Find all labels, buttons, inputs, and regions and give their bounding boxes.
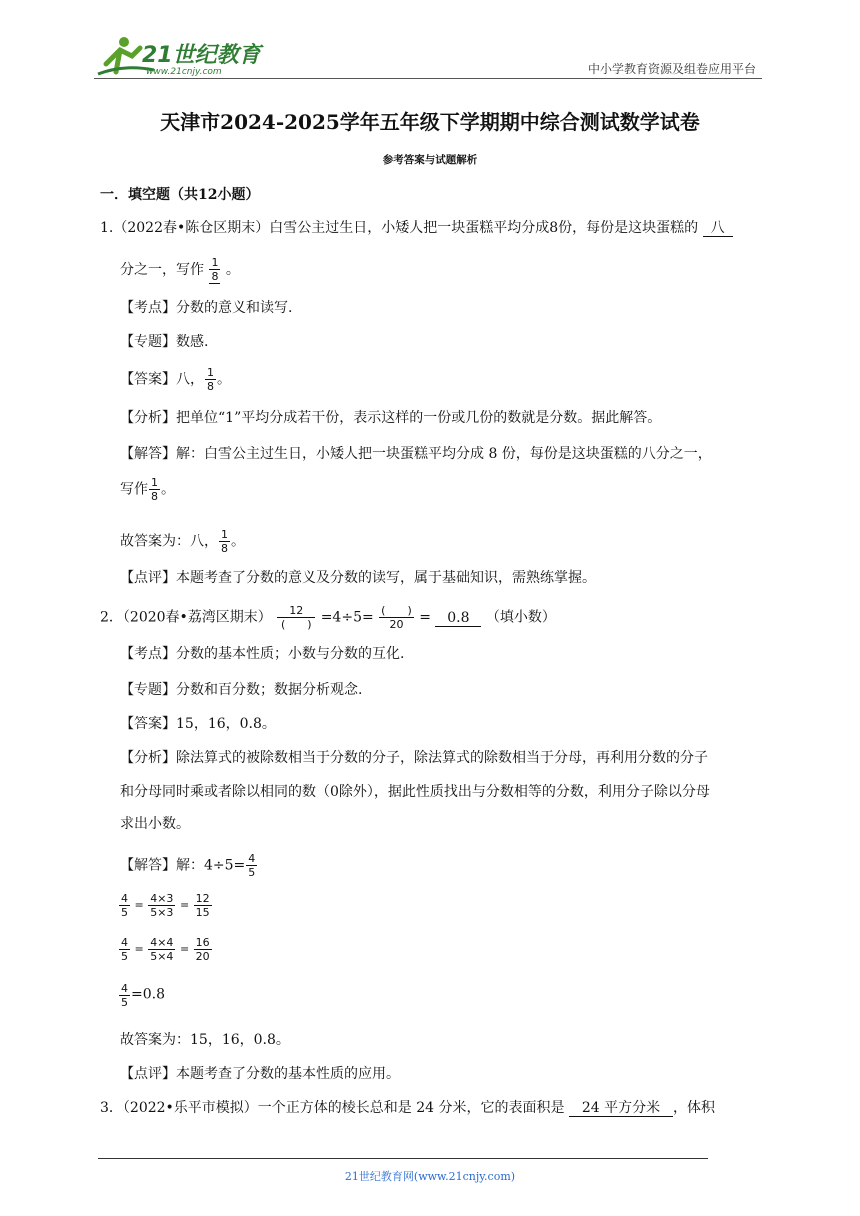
site-logo [94,34,264,80]
q2-fenxi-1: 【分析】除法算式的被除数相当于分数的分子，除法算式的除数相当于分母，再利用分数的分子 [120,750,708,766]
q2-daan: 【答案】15，16，0.8。 [120,716,276,732]
q2-kaodian: 【考点】分数的基本性质；小数与分数的互化. [120,646,405,662]
q1-xiezuo: 写作 $\frac{1}{8}$ 。 [120,476,175,503]
q2-jieda: 【解答】解：4÷5= $\frac{4}{5}$ [120,852,256,879]
q1-guda: 故答案为：八， $\frac{1}{8}$ 。 [120,528,245,555]
svg-text:www.21cnjy.com: www.21cnjy.com [146,67,222,77]
q2-stem: 2．（2020春•荔湾区期末） $\frac{12}{( )}$ =4÷5= $\frac{( )}{20}$ = 0.8 （填小数） [100,604,556,631]
q1-kaodian: 【考点】分数的意义和读写. [120,300,293,316]
q1-stem-line2: 分之一，写作 $\frac{1}{8}$ 。 [120,256,240,283]
section-heading: 一．填空题（共12小题） [100,187,260,203]
q2-dianping: 【点评】本题考查了分数的基本性质的应用。 [120,1066,400,1082]
q1-fenxi: 【分析】把单位“1”平均分成若干份，表示这样的一份或几份的数就是分数。据此解答。 [120,410,662,426]
q3-stem: 3．（2022•乐平市模拟）一个正方体的棱长总和是 24 分米，它的表面积是 24 平方分米 ，体积 [100,1100,715,1116]
q2-math-row-2: $\frac{4}{5}$ = $\frac{4\times 4}{5\times 4}$ = $\frac{16}{20}$ [121,936,210,963]
q1-fraction-blank: $\frac{1}{8}$ [211,256,219,283]
q1-zhuanti: 【专题】数感. [120,334,209,350]
q2-answer-blank: 0.8 [435,610,481,627]
page-title: 天津市2024-2025学年五年级下学期期中综合测试数学试卷 [160,110,700,134]
q2-guda: 故答案为：15，16，0.8。 [120,1032,290,1048]
q1-answer-blank: 八 [703,220,733,237]
q2-math-row-3: $\frac{4}{5}$ =0.8 [121,982,165,1009]
q1-jieda: 【解答】解：白雪公主过生日，小矮人把一块蛋糕平均分成 8 份，每份是这块蛋糕的八分之一， [120,446,712,462]
footer-divider [98,1158,708,1159]
q2-math-row-1: $\frac{4}{5}$ = $\frac{4\times 3}{5\times 3}$ = $\frac{12}{15}$ [121,892,210,919]
svg-text:21世纪教育: 21世纪教育 [142,43,261,68]
q1-dianping: 【点评】本题考查了分数的意义及分数的读写，属于基础知识，需熟练掌握。 [120,570,596,586]
platform-name: 中小学教育资源及组卷应用平台 [587,62,756,76]
q2-fenxi-3: 求出小数。 [120,816,190,832]
page-subtitle: 参考答案与试题解析 [382,154,478,166]
q1-stem-line1: 1.（2022春•陈仓区期末）白雪公主过生日，小矮人把一块蛋糕平均分成8份，每份是这块蛋糕的 八 [100,218,733,238]
q2-fenxi-2: 和分母同时乘或者除以相同的数（0除外），据此性质找出与分数相等的分数，利用分子除以分母 [120,784,710,800]
q1-daan: 【答案】八， $\frac{1}{8}$ 。 [120,366,231,393]
q3-answer-blank: 24 平方分米 [569,1100,673,1117]
q2-zhuanti: 【专题】分数和百分数；数据分析观念. [120,682,363,698]
header-divider [94,78,762,79]
footer-link[interactable]: 21世纪教育网(www.21cnjy.com) [344,1170,516,1183]
runner-logo-icon [94,34,264,80]
